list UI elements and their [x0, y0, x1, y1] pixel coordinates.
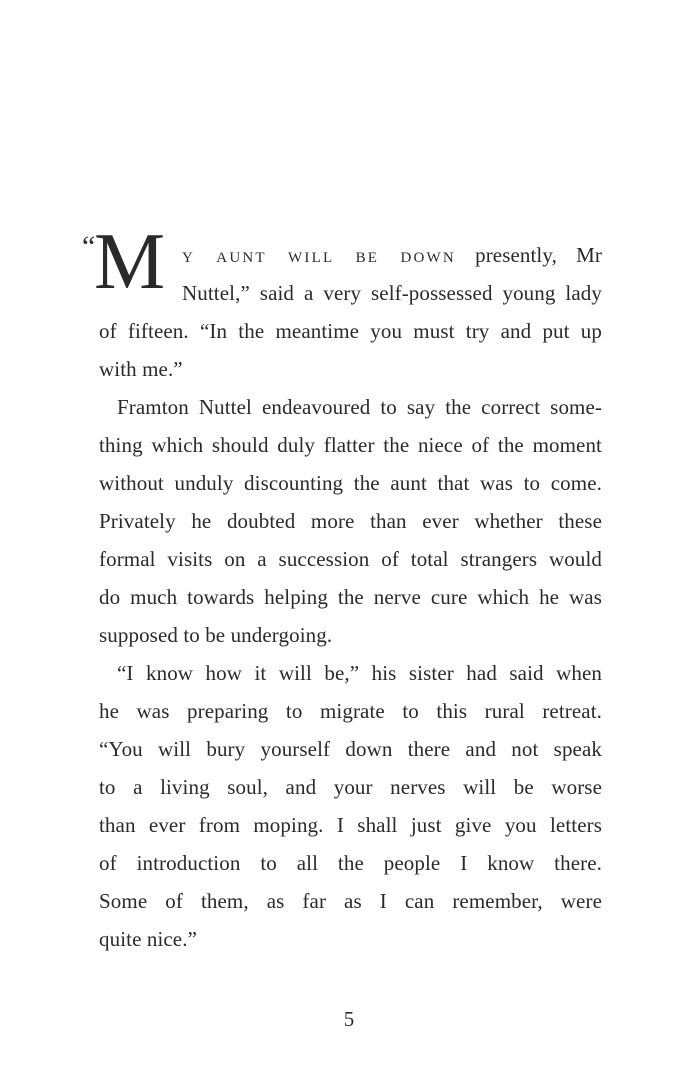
- opening-quote-mark: “: [82, 230, 96, 263]
- text-line: than ever from moping. I shall just give you letters: [99, 813, 602, 837]
- first-line-rest: presently, Mr: [475, 243, 602, 267]
- text-line: without unduly discounting the aunt that was to come.: [99, 471, 602, 495]
- text-line: with me.”: [99, 357, 183, 381]
- drop-cap: M: [94, 218, 166, 306]
- text-line: [182, 236, 602, 274]
- text-line: formal visits on a succession of total strangers would: [99, 547, 602, 571]
- text-line: Privately he doubted more than ever whether these: [99, 509, 602, 533]
- text-line: Nuttel,” said a very self-possessed young lady: [182, 281, 602, 305]
- text-line: to a living soul, and your nerves will be worse: [99, 775, 602, 799]
- text-line: do much towards helping the nerve cure which he was: [99, 585, 602, 609]
- text-line: of introduction to all the people I know there.: [99, 851, 602, 875]
- text-line: “I know how it will be,” his sister had said when: [117, 661, 602, 685]
- text-line: quite nice.”: [99, 927, 197, 951]
- text-line: Framton Nuttel endeavoured to say the correct some-: [117, 395, 602, 419]
- text-line: “You will bury yourself down there and not speak: [99, 737, 602, 761]
- text-line: thing which should duly flatter the niece of the moment: [99, 433, 602, 457]
- small-caps-opening: y aunt will be down: [182, 243, 456, 267]
- text-line: supposed to be undergoing.: [99, 623, 333, 647]
- page-number: 5: [343, 1007, 355, 1031]
- text-line: he was preparing to migrate to this rural retreat.: [99, 699, 602, 723]
- text-line: Some of them, as far as I can remember, were: [99, 889, 602, 913]
- text-line: of fifteen. “In the meantime you must try and put up: [99, 319, 602, 343]
